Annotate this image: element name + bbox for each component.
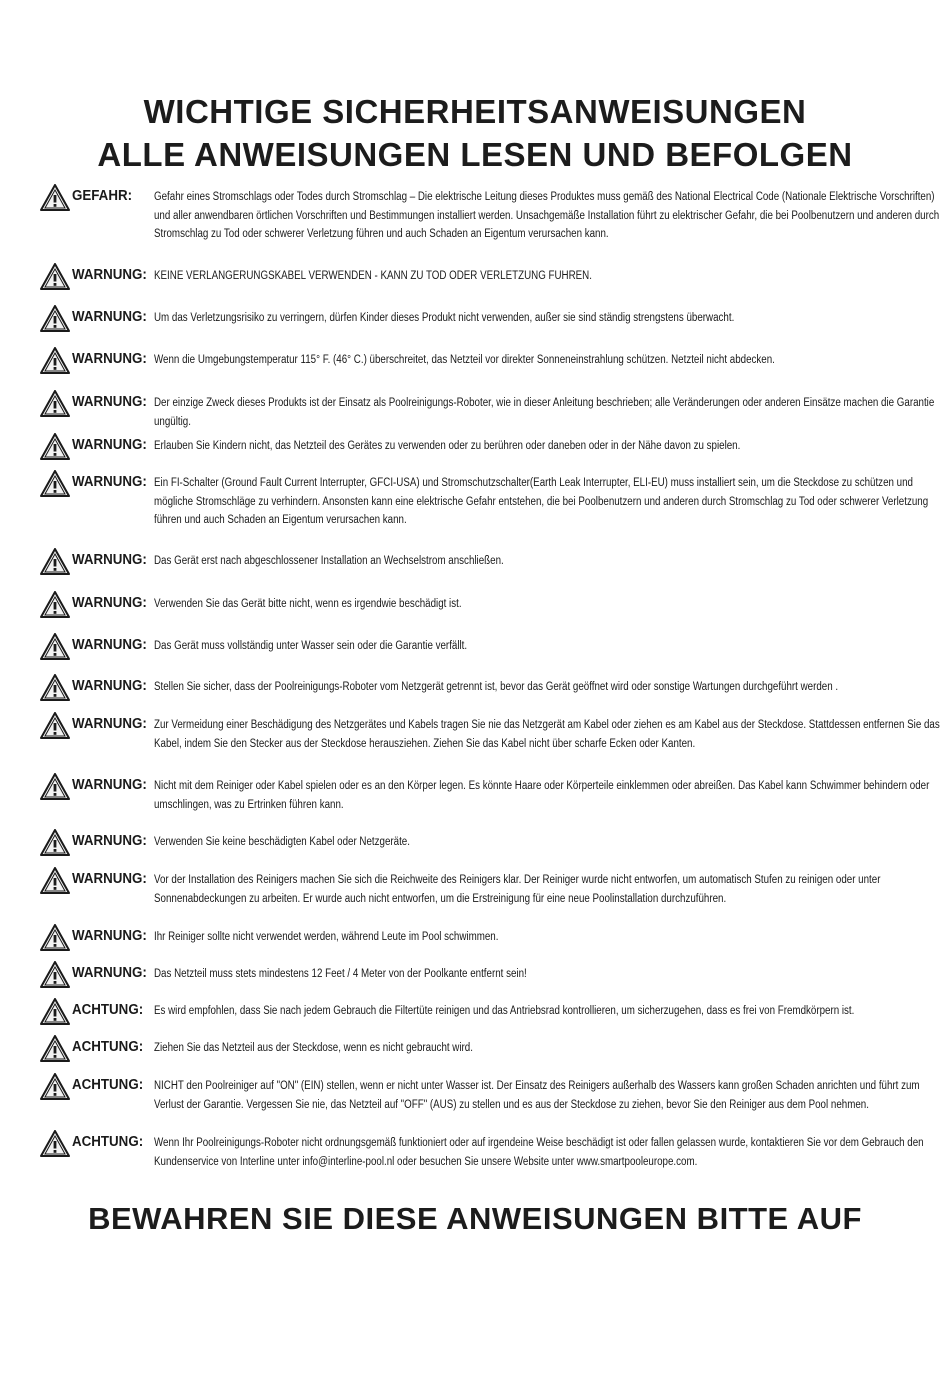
warning-triangle-icon xyxy=(40,390,70,417)
entry-text: Der einzige Zweck dieses Produkts ist der Einsatz als Poolreinigungs-Roboter, wie in dieser Anleitung beschrieben; alle Veränderungen oder anderen Einsätze machen die Garantie ungültig. xyxy=(154,397,935,428)
entry-label: WARNUNG: xyxy=(72,833,147,849)
entry-text: Verwenden Sie keine beschädigten Kabel oder Netzgeräte. xyxy=(154,836,410,848)
warning-triangle-icon xyxy=(40,1130,70,1157)
entry-label: ACHTUNG: xyxy=(72,1002,144,1018)
entry-text: Um das Verletzungsrisiko zu verringern, dürfen Kinder dieses Produkt nicht verwenden, außer sie sind ständig strengstens überwacht. xyxy=(154,312,735,324)
page-subtitle: ALLE ANWEISUNGEN LESEN UND BEFOLGEN xyxy=(97,136,853,173)
warning-triangle-icon xyxy=(40,305,70,332)
entry-label: WARNUNG: xyxy=(72,637,147,653)
footer-title: BEWAHREN SIE DIESE ANWEISUNGEN BITTE AUF xyxy=(88,1201,862,1236)
entry-label: WARNUNG: xyxy=(72,437,147,453)
warning-triangle-icon xyxy=(40,184,70,211)
warning-triangle-icon xyxy=(40,773,70,800)
entry-label: WARNUNG: xyxy=(72,777,147,793)
entry-text: KEINE VERLÄNGERUNGSKABEL VERWENDEN - KANN ZU TOD ODER VERLETZUNG FÜHREN. xyxy=(154,270,592,282)
warning-triangle-icon xyxy=(40,829,70,856)
entry-label: WARNUNG: xyxy=(72,394,147,410)
warning-triangle-icon xyxy=(40,548,70,575)
entry-label: WARNUNG: xyxy=(72,928,147,944)
entry-text: Gefahr eines Stromschlags oder Todes durch Stromschlag – Die elektrische Leitung dieses Produktes muss gemäß des National Electrical Code (Nationale Elektrische Vorschriften) und aller anwendbaren örtlichen Vorschriften und Bestimmungen installiert werden. Unsachgemäße Installation führt zu elektrischer Gefahr, die bei Poolbenutzern und anderen durch Stromschlag zu Tod oder schwerer Verletzung führen und auch Schaden an Eigentum verursachen kann. xyxy=(154,191,940,240)
entry-text: Stellen Sie sicher, dass der Poolreinigungs-Roboter vom Netzgerät getrennt ist, bevor das Gerät geöffnet wird oder sonstige Wartungen durchgeführt werden . xyxy=(154,681,839,693)
entry-label: WARNUNG: xyxy=(72,309,147,325)
warning-triangle-icon xyxy=(40,1035,70,1062)
entry-text: Verwenden Sie das Gerät bitte nicht, wenn es irgendwie beschädigt ist. xyxy=(154,598,462,610)
warning-triangle-icon xyxy=(40,347,70,374)
warning-triangle-icon xyxy=(40,712,70,739)
page-title: WICHTIGE SICHERHEITSANWEISUNGEN xyxy=(143,93,807,130)
entry-label: WARNUNG: xyxy=(72,474,147,490)
warning-triangle-icon xyxy=(40,924,70,951)
entry-text: NICHT den Poolreiniger auf "ON" (EIN) stellen, wenn er nicht unter Wasser ist. Der Einsatz des Reinigers außerhalb des Wassers kann großen Schaden anrichten und führt zum Verlust der Garantie. Vergessen Sie nie, das Netzteil auf "OFF" (AUS) zu stellen und es aus der Steckdose zu ziehen, bevor Sie den Reiniger aus dem Pool nehmen. xyxy=(154,1080,920,1111)
warning-triangle-icon xyxy=(40,867,70,894)
entry-text: Erlauben Sie Kindern nicht, das Netzteil des Gerätes zu verwenden oder zu berühren oder daneben oder in der Nähe davon zu spielen. xyxy=(154,440,741,452)
entry-text: Das Netzteil muss stets mindestens 12 Feet / 4 Meter von der Poolkante entfernt sein! xyxy=(154,968,527,980)
entry-text: Vor der Installation des Reinigers machen Sie sich die Reichweite des Reinigers klar. Der Reiniger wurde nicht entworfen, um automatisch Stufen zu reinigen oder unter Sonnenabdeckungen zu arbeiten. Er wurde auch nicht entworfen, um die Erstreinigung für eine neue Poolinstallation durchzuführen. xyxy=(154,874,881,905)
warning-triangle-icon xyxy=(40,998,70,1025)
warning-triangle-icon xyxy=(40,433,70,460)
entry-text: Ihr Reiniger sollte nicht verwendet werden, während Leute im Pool schwimmen. xyxy=(154,931,499,943)
warning-triangle-icon xyxy=(40,633,70,660)
entry-label: ACHTUNG: xyxy=(72,1077,144,1093)
warning-triangle-icon xyxy=(40,961,70,988)
warning-triangle-icon xyxy=(40,591,70,618)
warning-triangle-icon xyxy=(40,470,70,497)
entry-label: WARNUNG: xyxy=(72,552,147,568)
entry-text: Ein FI-Schalter (Ground Fault Current Interrupter, GFCI-USA) und Stromschutzschalter(Earth Leak Interrupter, ELI-EU) muss installiert sein, um die Steckdose zu schützen und mögliche Stromschläge zu verhindern. Ansonsten kann eine elektrische Gefahr entstehen, die bei Poolbenutzern und anderen durch Stromschlag zu Tod oder schwerer Verletzung führen und auch Schaden an Eigentum verursachen kann. xyxy=(154,477,929,526)
entry-text: Nicht mit dem Reiniger oder Kabel spielen oder es an den Körper legen. Es könnte Haare oder Körperteile einklemmen oder abreißen. Das Kabel kann Schwimmer behindern oder umschlingen, was zu Ertrinken führen kann. xyxy=(154,780,930,811)
entry-text: Ziehen Sie das Netzteil aus der Steckdose, wenn es nicht gebraucht wird. xyxy=(154,1042,473,1054)
warning-triangle-icon xyxy=(40,1073,70,1100)
warning-triangle-icon xyxy=(40,263,70,290)
entry-text: Das Gerät erst nach abgeschlossener Installation an Wechselstrom anschließen. xyxy=(154,555,504,567)
entry-label: WARNUNG: xyxy=(72,716,147,732)
entry-text: Zur Vermeidung einer Beschädigung des Netzgerätes und Kabels tragen Sie nie das Netzgerät am Kabel oder ziehen es am Kabel aus der Steckdose. Stattdessen entfernen Sie das Kabel, indem Sie den Stecker aus der Steckdose herausziehen. Ziehen Sie das Kabel nicht über scharfe Ecken oder Kanten. xyxy=(154,719,940,750)
entry-label: WARNUNG: xyxy=(72,267,147,283)
entry-label: GEFAHR: xyxy=(72,188,133,204)
entry-text: Es wird empfohlen, dass Sie nach jedem Gebrauch die Filtertüte reinigen und das Antriebsrad kontrollieren, um sicherzugehen, dass es frei von Fremdkörpern ist. xyxy=(154,1005,855,1017)
entry-text: Wenn die Umgebungstemperatur 115° F. (46° C.) überschreitet, das Netzteil vor direkter Sonneneinstrahlung schützen. Netzteil nicht abdecken. xyxy=(154,354,775,366)
entry-label: ACHTUNG: xyxy=(72,1134,144,1150)
entry-label: WARNUNG: xyxy=(72,595,147,611)
entry-label: WARNUNG: xyxy=(72,965,147,981)
entry-text: Wenn Ihr Poolreinigungs-Roboter nicht ordnungsgemäß funktioniert oder auf irgendeine Weise beschädigt ist oder fallen gelassen wurde, kontaktieren Sie vor dem Gebrauch den Kundenservice von Interline unter info@interline-pool.nl oder besuchen Sie unsere Website unter www.smartpooleurope.com. xyxy=(154,1137,924,1168)
entry-label: WARNUNG: xyxy=(72,678,147,694)
entry-label: WARNUNG: xyxy=(72,351,147,367)
entry-label: ACHTUNG: xyxy=(72,1039,144,1055)
warning-triangle-icon xyxy=(40,674,70,701)
entry-text: Das Gerät muss vollständig unter Wasser sein oder die Garantie verfällt. xyxy=(154,640,468,652)
entry-label: WARNUNG: xyxy=(72,871,147,887)
